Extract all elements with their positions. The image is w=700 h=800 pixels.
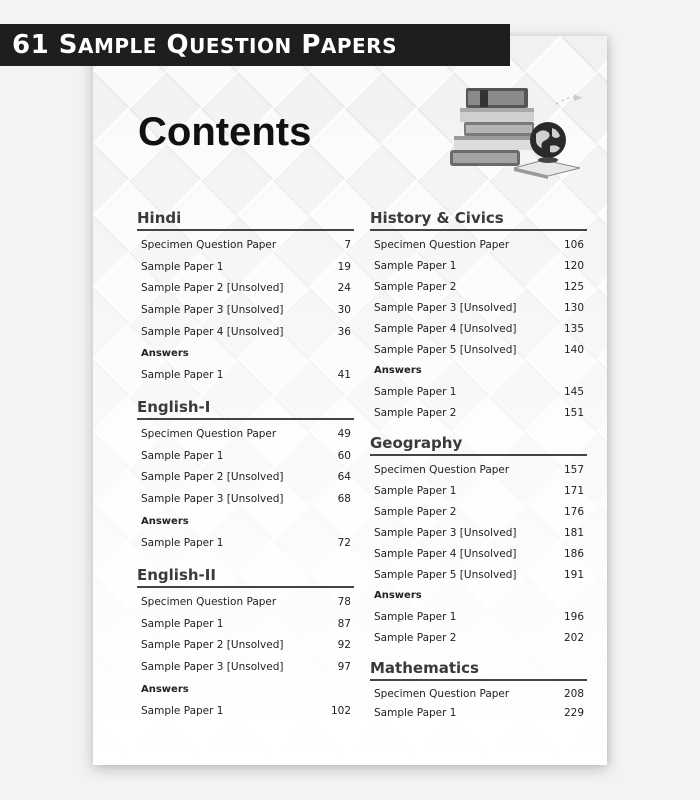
section-title: Hindi xyxy=(137,208,354,231)
toc-entry[interactable]: Sample Paper 1 60 xyxy=(141,449,351,462)
section-history-civics xyxy=(370,208,587,423)
toc-entry[interactable]: Sample Paper 1 229 xyxy=(374,707,584,720)
series-banner: 61 SAMPLE QUESTION PAPERS xyxy=(0,24,510,66)
toc-entry[interactable]: Sample Paper 5 [Unsolved] 140 xyxy=(374,343,584,356)
section-title: Mathematics xyxy=(370,658,587,681)
section-hindi xyxy=(137,208,354,386)
section-title: English-I xyxy=(137,397,354,420)
toc-entry[interactable]: Sample Paper 2 [Unsolved] 24 xyxy=(141,282,351,295)
toc-entry[interactable]: Sample Paper 1 145 xyxy=(374,385,584,398)
toc-entry[interactable]: Specimen Question Paper 49 xyxy=(141,427,351,440)
toc-entry[interactable]: Sample Paper 1 41 xyxy=(141,368,351,381)
section-title: History & Civics xyxy=(370,208,587,231)
toc-entry[interactable]: Specimen Question Paper 7 xyxy=(141,238,351,251)
answers-heading: Answers xyxy=(374,590,422,601)
answers-heading: Answers xyxy=(141,515,189,527)
toc-entry[interactable]: Sample Paper 3 [Unsolved] 97 xyxy=(141,661,351,674)
section-mathematics xyxy=(370,658,587,723)
toc-entry[interactable]: Sample Paper 2 [Unsolved] 92 xyxy=(141,639,351,652)
toc-entry[interactable]: Sample Paper 1 19 xyxy=(141,260,351,273)
answers-heading: Answers xyxy=(141,347,189,359)
toc-entry[interactable]: Sample Paper 1 120 xyxy=(374,259,584,272)
toc-entry[interactable]: Sample Paper 1 196 xyxy=(374,610,584,623)
toc-entry[interactable]: Sample Paper 2 176 xyxy=(374,505,584,518)
books-and-globe-illustration xyxy=(444,84,584,194)
page-title: Contents xyxy=(138,110,312,154)
toc-entry[interactable]: Sample Paper 3 [Unsolved] 130 xyxy=(374,301,584,314)
toc-entry[interactable]: Sample Paper 3 [Unsolved] 68 xyxy=(141,493,351,506)
toc-entry[interactable]: Sample Paper 5 [Unsolved] 191 xyxy=(374,568,584,581)
toc-entry[interactable]: Sample Paper 4 [Unsolved] 186 xyxy=(374,547,584,560)
section-title: Geography xyxy=(370,433,587,456)
section-english-i xyxy=(137,397,354,554)
toc-entry[interactable]: Specimen Question Paper 157 xyxy=(374,463,584,476)
toc-entry[interactable]: Sample Paper 3 [Unsolved] 181 xyxy=(374,526,584,539)
toc-entry[interactable]: Sample Paper 1 102 xyxy=(141,704,351,717)
toc-entry[interactable]: Sample Paper 4 [Unsolved] 135 xyxy=(374,322,584,335)
toc-entry[interactable]: Sample Paper 2 202 xyxy=(374,631,584,644)
toc-entry[interactable]: Sample Paper 4 [Unsolved] 36 xyxy=(141,325,351,338)
toc-entry[interactable]: Sample Paper 1 171 xyxy=(374,484,584,497)
answers-heading: Answers xyxy=(374,365,422,376)
toc-entry[interactable]: Specimen Question Paper 208 xyxy=(374,687,584,700)
section-title: English-II xyxy=(137,565,354,588)
toc-entry[interactable]: Sample Paper 2 125 xyxy=(374,280,584,293)
answers-heading: Answers xyxy=(141,683,189,695)
toc-entry[interactable]: Sample Paper 2 [Unsolved] 64 xyxy=(141,471,351,484)
toc-entry[interactable]: Sample Paper 1 87 xyxy=(141,617,351,630)
section-english-ii xyxy=(137,565,354,722)
toc-entry[interactable]: Specimen Question Paper 106 xyxy=(374,238,584,251)
toc-entry[interactable]: Sample Paper 2 151 xyxy=(374,406,584,419)
toc-entry[interactable]: Sample Paper 1 72 xyxy=(141,536,351,549)
toc-entry[interactable]: Sample Paper 3 [Unsolved] 30 xyxy=(141,303,351,316)
toc-entry[interactable]: Specimen Question Paper 78 xyxy=(141,595,351,608)
section-geography xyxy=(370,433,587,648)
